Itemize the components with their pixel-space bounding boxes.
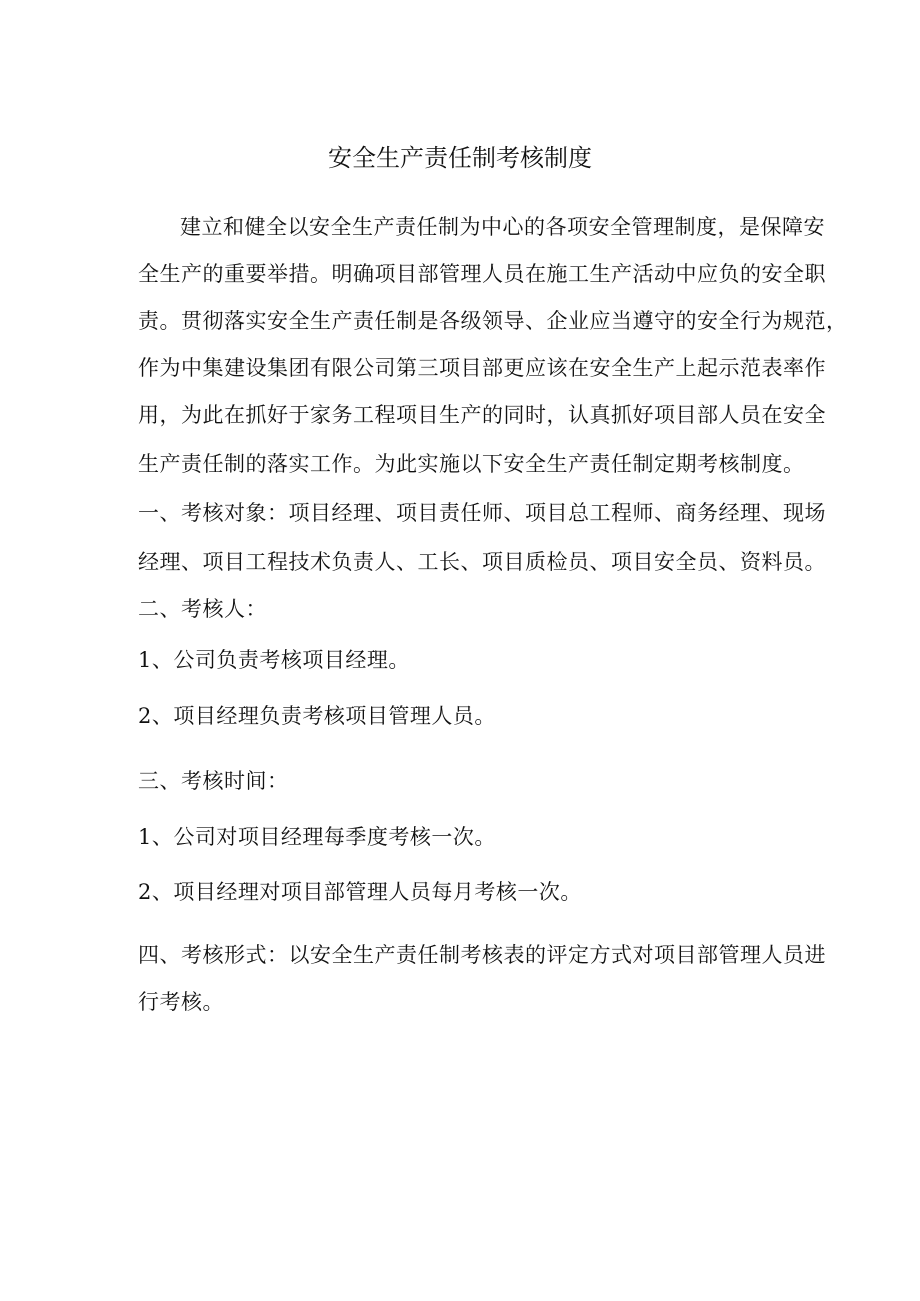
intro-line-2: 全生产的重要举措。明确项目部管理人员在施工生产活动中应负的安全职 <box>138 262 826 286</box>
section3-item-1: 1、公司对项目经理每季度考核一次。 <box>138 825 496 849</box>
section1-line-2: 经理、项目工程技术负责人、工长、项目质检员、项目安全员、资料员。 <box>138 550 826 574</box>
intro-line-4: 作为中集建设集团有限公司第三项目部更应该在安全生产上起示范表率作 <box>138 356 826 380</box>
intro-line-3: 责。贯彻落实安全生产责任制是各级领导、企业应当遵守的安全行为规范， <box>138 309 848 333</box>
section4-line-1: 四、考核形式：以安全生产责任制考核表的评定方式对项目部管理人员进 <box>138 943 826 967</box>
section3-item-2: 2、项目经理对项目部管理人员每月考核一次。 <box>138 880 582 904</box>
intro-line-5: 用，为此在抓好于家务工程项目生产的同时，认真抓好项目部人员在安全 <box>138 403 826 427</box>
section2-heading: 二、考核人： <box>138 597 267 621</box>
section2-item-1: 1、公司负责考核项目经理。 <box>138 648 410 672</box>
section4-line-2: 行考核。 <box>138 990 224 1014</box>
intro-line-1: 建立和健全以安全生产责任制为中心的各项安全管理制度，是保障安 <box>180 215 825 239</box>
section3-heading: 三、考核时间： <box>138 769 289 793</box>
section2-item-2: 2、项目经理负责考核项目管理人员。 <box>138 704 496 728</box>
document-title: 安全生产责任制考核制度 <box>328 144 592 172</box>
intro-line-6: 生产责任制的落实工作。为此实施以下安全生产责任制定期考核制度。 <box>138 452 805 476</box>
section1-line-1: 一、考核对象：项目经理、项目责任师、项目总工程师、商务经理、现场 <box>138 501 826 525</box>
